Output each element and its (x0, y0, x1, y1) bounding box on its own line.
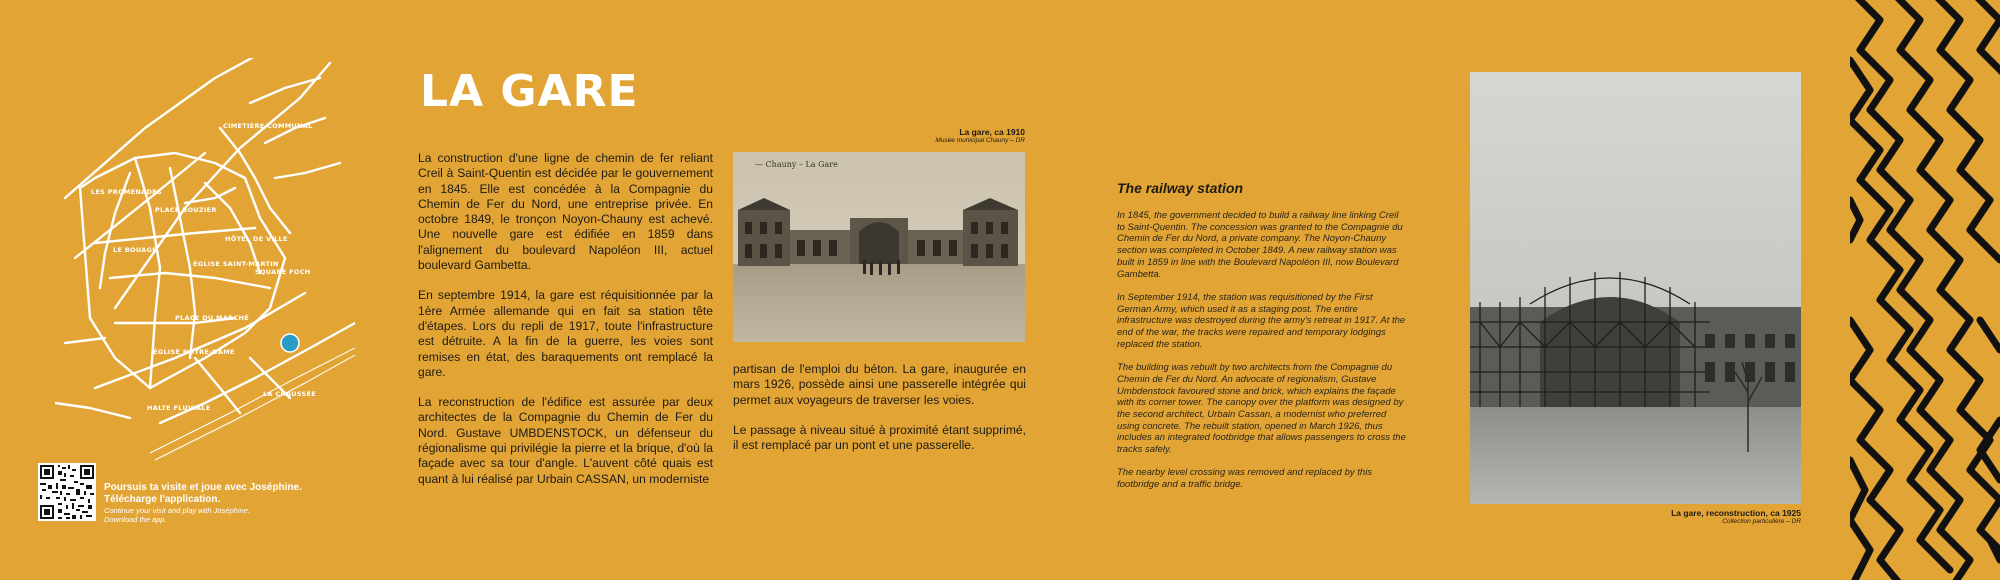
paragraph: La reconstruction de l'édifice est assurée par deux architectes de la Compagnie du Chemin de Fer du Nord. Gustave UMBDENSTOCK, un défenseur du régionalisme qui privilégie la pierre et la brique, d'où la façade avec sa tour d'angle. L'auvent côté quais est quant à lui réalisé par Urbain CASSAN, un moderniste (418, 395, 713, 486)
qr-code[interactable] (38, 463, 96, 521)
app-promo-line: Continue your visit and play with Joséphine. (104, 506, 250, 515)
app-promo-line: Download the app. (104, 515, 167, 524)
map-label: LES PROMENADES (91, 188, 162, 196)
paragraph: En septembre 1914, la gare est réquisitionnée par la 1ère Armée allemande qui en fait sa station tête d'étapes. Lors du repli de 1917, toute l'infrastructure est détruite. A la fin de la guerre, les voies sont remises en état, des baraquements ont remplacé la gare. (418, 288, 713, 379)
map-label: ÉGLISE SAINT-MARTIN (193, 260, 279, 268)
caption-credit: Musée municipal Chauny – DR (935, 137, 1025, 144)
paragraph: La construction d'une ligne de chemin de fer reliant Creil à Saint-Quentin est décidée par le gouvernement en 1845. Elle est concédée à la Compagnie du Chemin de Fer du Nord, une entreprise privée. En octobre 1849, le tronçon Noyon-Chauny est achevé. Une nouvelle gare est édifiée en 1859 dans l'alignement du boulevard Napoléon III, actuel boulevard Gambetta. (418, 151, 713, 273)
location-marker-icon (281, 334, 299, 352)
paragraph: The nearby level crossing was removed and replaced by this footbridge and a traffic bridge. (1117, 467, 1373, 491)
qr-code-icon (38, 463, 96, 521)
postcard-text: — Chauny – La Gare (755, 160, 838, 169)
map-label: CIMETIÈRE COMMUNAL (223, 122, 313, 130)
caption-title: La gare, ca 1910 (959, 127, 1025, 137)
paragraph: In 1845, the government decided to build a railway line linking Creil to Saint-Quentin. The concession was granted to the Compagnie du Chemin de Fer du Nord, a private company. The Noyon-Chauny section was completed in October 1849. A new railway station was built in 1859 in line with the Boulevard Napoléon III, now Boulevard Gambetta. (1117, 210, 1403, 280)
english-title: The railway station (1117, 180, 1244, 196)
photo-station-reconstruction (1470, 72, 1801, 504)
map-label: ÉGLISE NOTRE-DAME (153, 348, 235, 356)
map-label: SQUARE FOCH (255, 268, 311, 276)
caption-title: La gare, reconstruction, ca 1925 (1671, 508, 1801, 518)
map-label: HALTE FLUVIALE (147, 404, 211, 412)
map-label: PLACE DU MARCHÉ (175, 314, 250, 322)
app-promo-line: Poursuis ta visite et joue avec Joséphine. (104, 482, 302, 493)
caption-credit: Collection particulière – DR (1722, 518, 1801, 525)
map-label: HÔTEL DE VILLE (225, 235, 288, 243)
decorative-pattern (1850, 0, 2000, 580)
photo-caption (1470, 508, 1801, 526)
app-promo-fr (104, 482, 324, 506)
map-label: LA CHAUSSÉE (263, 390, 317, 398)
map-label: PLACE BOUZIER (155, 206, 217, 214)
app-promo-en (104, 506, 324, 524)
paragraph: Le passage à niveau situé à proximité étant supprimé, il est remplacé par un pont et une passerelle. (733, 422, 1026, 453)
photo-station-1910 (733, 152, 1025, 342)
english-text (1117, 210, 1409, 503)
paragraph: partisan de l'emploi du béton. La gare, inaugurée en mars 1926, possède ainsi une passerelle intégrée qui permet aux voyageurs de traverser les voies. (733, 362, 1026, 407)
paragraph: The building was rebuilt by two architects from the Compagnie du Chemin de Fer du Nord. An advocate of regionalism, Gustave Umbdenstock favoured stone and brick, which explains the façade with its corner tower. The canopy over the platform was designed by the second architect, Urbain Cassan, a modernist who preferred using concrete. The rebuilt station, opened in March 1926, thus includes an integrated footbridge that allows passengers to cross the tracks safely. (1117, 362, 1406, 456)
town-map (55, 58, 355, 463)
chevron-pattern-icon (1850, 0, 2000, 580)
paragraph: In September 1914, the station was requisitioned by the First German Army, which used it as a staging post. The entire infrastructure was destroyed during the army's retreat in 1917. At the end of the war, the tracks were repaired and temporary lodgings replaced the station. (1117, 291, 1406, 350)
map-label: LE BOUAGE (113, 246, 157, 254)
postcard-image (733, 152, 1025, 342)
map-drawing (55, 58, 355, 463)
french-text-column-1 (418, 151, 713, 502)
photo-caption (733, 127, 1025, 145)
french-text-column-2 (733, 362, 1026, 468)
page-title: LA GARE (420, 66, 639, 117)
reconstruction-image (1470, 72, 1801, 504)
app-promo-line: Télécharge l'application. (104, 494, 221, 505)
